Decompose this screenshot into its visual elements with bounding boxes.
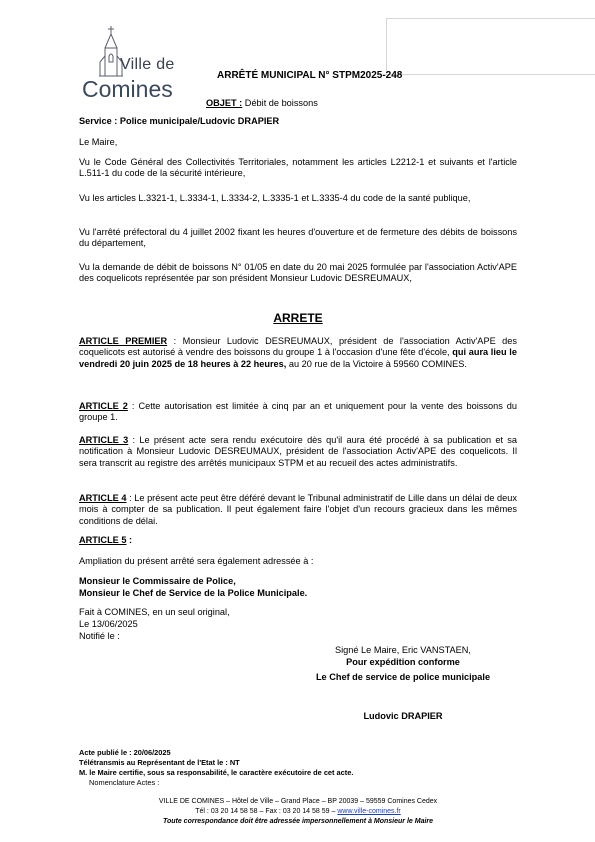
nomenclature: Nomenclature Actes : — [89, 778, 160, 787]
objet-line — [206, 98, 318, 109]
le-maire: Le Maire, — [79, 137, 118, 147]
article-5 — [79, 535, 517, 546]
article-2-label: ARTICLE 2 — [79, 401, 128, 411]
signature-maire: Signé Le Maire, Eric VANSTAEN, — [335, 645, 471, 655]
correspondence-note: Toute correspondance doit être adressée impersonnellement à Monsieur le Maire — [162, 818, 434, 825]
objet-label: OBJET : — [206, 98, 243, 108]
article-1-label: ARTICLE PREMIER — [79, 336, 168, 346]
fait-a: Fait à COMINES, en un seul original, — [79, 607, 230, 617]
publication-info — [79, 748, 353, 788]
notifie-le: Notifié le : — [79, 631, 120, 641]
article-3-text: : Le présent acte sera rendu exécutoire dès qu'il aura été procédé à sa publication et sa notification à Monsieur Ludovic DESREUMAUX, président de l'association Activ'APE des coquelicots. Il sera transcrit au registre des arrêtés municipaux STPM et au recueil des actes administratifs. — [79, 435, 517, 468]
certifie: M. le Maire certifie, sous sa responsabilité, le caractère exécutoire de cet acte. — [79, 768, 354, 777]
phone-fax: Tél : 03 20 14 58 58 – Fax : 03 20 14 58 59 – — [195, 808, 338, 815]
article-2-text: : Cette autorisation est limitée à cinq par an et uniquement pour la vente des boissons du groupe 1. — [79, 401, 518, 423]
document-title: ARRÊTÉ MUNICIPAL N° STPM2025-248 — [217, 70, 403, 81]
article-1-text: : Monsieur Ludovic DESREUMAUX, président de l'association Activ'APE des coquelicots est autorisé à vendre des boissons du groupe 1 à l'occasion d'une fête d'école, — [79, 336, 517, 358]
logo-comines-text: Comines — [82, 76, 173, 102]
date-arrete: Le 13/06/2025 — [79, 619, 138, 629]
vu-demande: Vu la demande de débit de boissons N° 01/05 en date du 20 mai 2025 formulée par l'association Activ'APE des coquelicots représentée par son président Monsieur Ludovic DESREUMAUX, — [79, 262, 517, 284]
vu-arrete-prefectoral: Vu l'arrêté préfectoral du 4 juillet 2002 fixant les heures d'ouverture et de fermeture des débits de boissons du département, — [79, 227, 517, 249]
article-1-date: qui aura lieu le vendredi 20 juin 2025 de 18 heures à 22 heures, — [79, 347, 517, 369]
objet-text: Débit de boissons — [242, 98, 318, 108]
article-premier — [79, 336, 517, 370]
article-3-label: ARTICLE 3 — [79, 435, 129, 445]
vu-sante-publique: Vu les articles L.3321-1, L.3334-1, L.3334-2, L.3335-1 et L.3335-4 du code de la santé publique, — [79, 193, 471, 203]
article-4 — [79, 493, 517, 527]
article-2 — [79, 401, 517, 424]
service-line: Service : Police municipale/Ludovic DRAPIER — [79, 116, 280, 126]
acte-publie: Acte publié le : 20/06/2025 — [79, 748, 171, 757]
article-1-place: au 20 rue de la Victoire à 59560 COMINES. — [286, 358, 467, 369]
pour-expedition: Pour expédition conforme — [346, 657, 460, 667]
vu-cgct: Vu le Code Général des Collectivités Territoriales, notamment les articles L2212-1 et suivants et l'article L.511-1 du code de la sécurité intérieure, — [79, 157, 517, 179]
ampliation-intro: Ampliation du présent arrêté sera également adressée à : — [79, 556, 314, 566]
city-hall-address: VILLE DE COMINES – Hôtel de Ville – Grand Place – BP 20039 – 59559 Comines Cedex — [158, 798, 438, 805]
ampliation-chef-service: Monsieur le Chef de Service de la Police Municipale. — [79, 588, 308, 598]
city-logo — [82, 26, 197, 106]
chef-service-title: Le Chef de service de police municipale — [315, 672, 491, 682]
article-3 — [79, 435, 517, 469]
logo-ville-text: Ville de — [120, 56, 175, 73]
website-link[interactable]: www.ville-comines.fr — [337, 808, 401, 815]
reception-stamp-box — [386, 18, 595, 75]
teletransmis: Télétransmis au Représentant de l'Etat le : NT — [79, 758, 240, 767]
article-5-text: : — [126, 535, 133, 545]
arrete-heading: ARRETE — [273, 311, 323, 325]
ampliation-commissaire: Monsieur le Commissaire de Police, — [79, 576, 236, 586]
article-4-label: ARTICLE 4 — [79, 493, 127, 503]
city-hall-contact — [79, 807, 517, 817]
signatory-name: Ludovic DRAPIER — [363, 711, 443, 721]
article-4-text: : Le présent acte peut être déféré devant le Tribunal administratif de Lille dans un délai de deux mois à compter de sa publication. Il peut également faire l'objet d'un recours gracieux dans les mêmes conditions de délai. — [79, 493, 517, 526]
city-hall-footer — [79, 797, 517, 827]
article-5-label: ARTICLE 5 — [79, 535, 127, 545]
